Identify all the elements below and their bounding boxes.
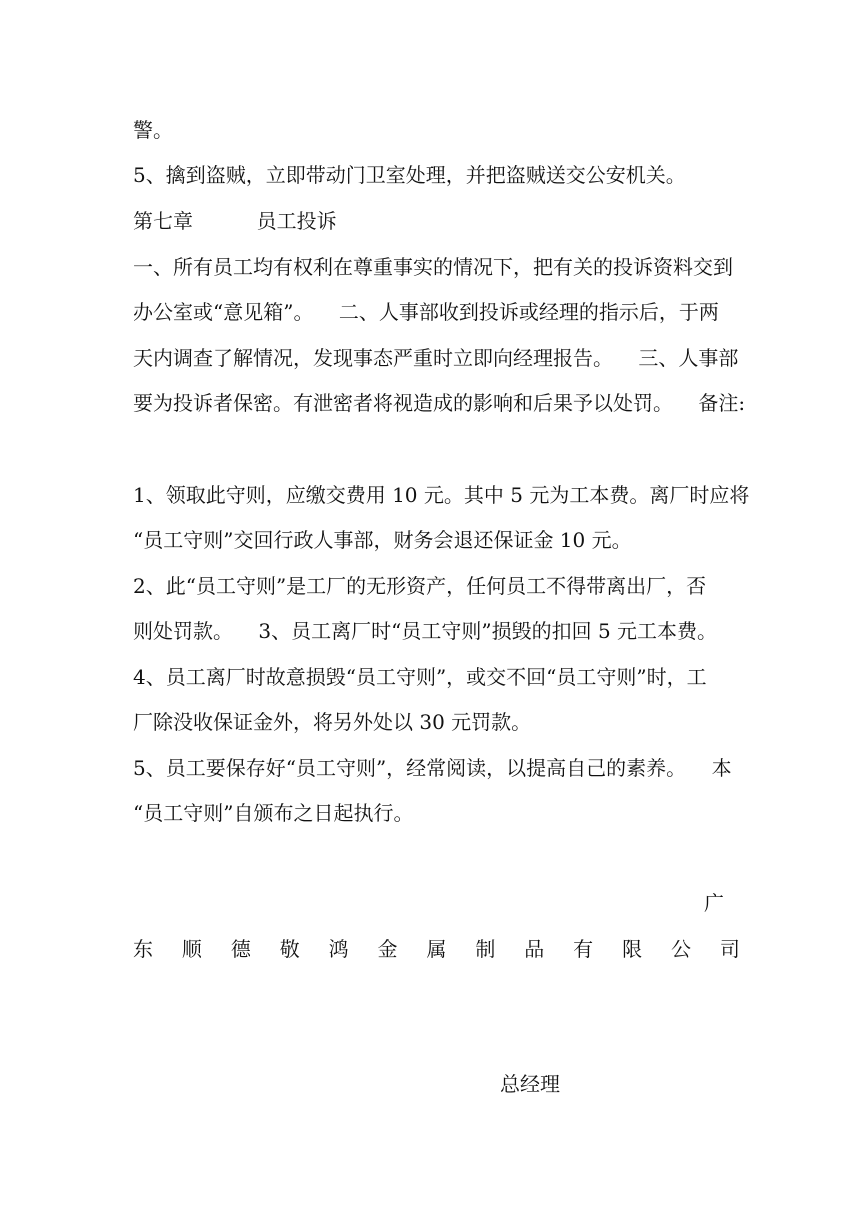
text-line: 5、擒到盗贼，立即带动门卫室处理，并把盗贼送交公安机关。: [133, 163, 686, 187]
text-line: 1、领取此守则，应缴交费用 10 元。其中 5 元为工本费。离厂时应将: [133, 483, 750, 507]
company-char: 顺: [181, 937, 202, 961]
company-name-start: 广: [704, 891, 724, 915]
company-char: 司: [719, 937, 740, 961]
text-line: 则处罚款。 3、员工离厂时“员工守则”损毁的扣回 5 元工本费。: [133, 619, 718, 643]
company-char: 鸿: [328, 937, 349, 961]
text-line: 4、员工离厂时故意损毁“员工守则”，或交不回“员工守则”时，工: [133, 665, 707, 689]
text-line: 要为投诉者保密。有泄密者将视造成的影响和后果予以处罚。 备注:: [133, 391, 746, 415]
text-line: 厂除没收保证金外，将另外处以 30 元罚款。: [133, 710, 532, 734]
company-char: 属: [426, 937, 447, 961]
company-char: 公: [670, 937, 691, 961]
company-char: 德: [230, 937, 251, 961]
company-char: 东: [133, 937, 153, 961]
text-line: 2、此“员工守则”是工厂的无形资产，任何员工不得带离出厂，否: [133, 574, 707, 598]
text-line: 警。: [133, 118, 173, 142]
company-char: 有: [573, 937, 594, 961]
company-char: 制: [475, 937, 496, 961]
signatory-title: 总经理: [500, 1072, 560, 1096]
company-name-rest: [133, 937, 740, 961]
company-char: 限: [622, 937, 643, 961]
text-line: 天内调查了解情况，发现事态严重时立即向经理报告。 三、人事部: [133, 346, 739, 370]
text-line: 一、所有员工均有权利在尊重事实的情况下，把有关的投诉资料交到: [133, 255, 733, 279]
text-line: “员工守则”自颁布之日起执行。: [133, 801, 414, 825]
text-line: “员工守则”交回行政人事部，财务会退还保证金 10 元。: [133, 528, 632, 552]
company-char: 金: [377, 937, 398, 961]
text-line: 5、员工要保存好“员工守则”，经常阅读，以提高自己的素养。 本: [133, 756, 732, 780]
company-char: 品: [524, 937, 545, 961]
text-line: 办公室或“意见箱”。 二、人事部收到投诉或经理的指示后，于两: [133, 300, 719, 324]
company-char: 敬: [279, 937, 300, 961]
chapter-heading: 第七章 员工投诉: [133, 209, 337, 233]
